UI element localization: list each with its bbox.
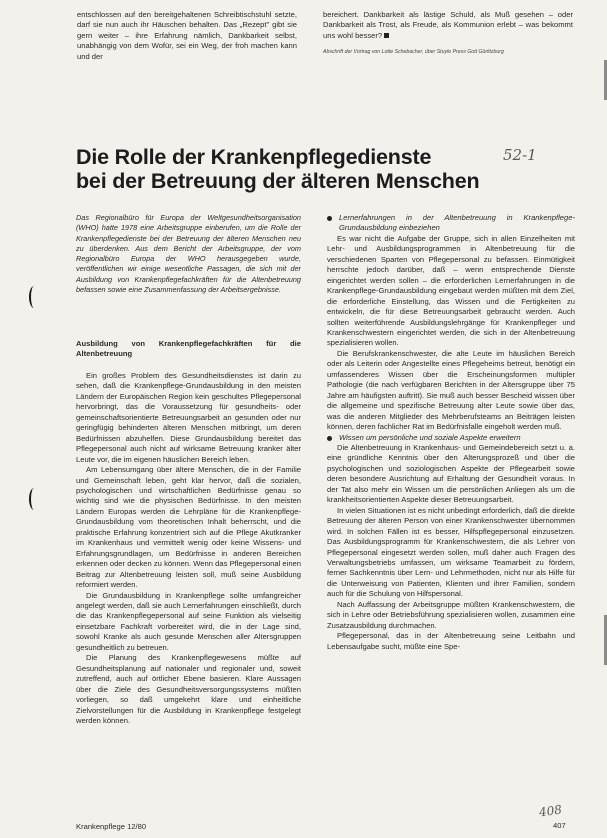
section-subheading: Ausbildung von Krankenpflegefachkräften für die Altenbetreuung: [76, 339, 301, 358]
bullet-heading-1: Lernerfahrungen in der Altenbetreuung in Krankenpflege-Grundausbildung einbeziehen: [327, 213, 575, 234]
title-line-1: Die Rolle der Krankenpflegedienste: [76, 145, 432, 169]
bullet-icon: [327, 436, 332, 441]
top-left-text: [77, 10, 297, 62]
right-paragraph: Pflegepersonal, das in der Altenbetreuung seine Leitbahn und Lebensaufgabe sucht, müßte eine Spe-: [327, 631, 575, 651]
top-right-text: [323, 10, 573, 56]
top-left-paragraph: entschlossen auf den bereitgehaltenen Schreibtischstuhl setzte, darf sie nun auch ihr Häuschen behalten. Das „Rezept" gibt sie gern weiter – ihre Erfahrung nämlich, Dankbarkeit selbst, unabhängig von dem Wofür, sei ein Weg, der froh machen kann und der: [77, 10, 297, 61]
handwritten-note-bottom: 408: [538, 802, 563, 820]
left-column: [76, 339, 301, 726]
page-number: 407: [553, 821, 566, 830]
right-paragraph: Die Berufskrankenschwester, die alte Leute im häuslichen Bereich oder als Leiterin oder Angestellte eines Pflegeheims betreut, benötigt ein umfassenderes Wissen über die Erscheinungsformen multipler Pathologie (die nach verfügbaren Berichten in der Altersgruppe über 75 Jahre am häufigsten auftritt). Sie muß auch besser Bescheid wissen über die allgemeine und spezifische Betreuung alter Leute sowie über das, was die anderen Mitglieder des Mehrberufsteams an Beiträgen leisten können, deren fachlicher Rat im Bedürfnisfalle eingeholt werden muß.: [327, 348, 575, 432]
end-square-icon: [384, 33, 389, 38]
left-paragraph: Die Planung des Krankenpflegewesens müßte auf Gesundheitsplanung auf nationaler und regionaler und, soweit zutreffend, auch auf örtlicher Ebene basieren. Klare Aussagen über die Ziele des Gesundheitsversorgungssystems müßten vorliegen, so daß umgekehrt klare und einheitliche Zielvorstellungen für die Ausbildung in Krankenpflege festgelegt werden können.: [76, 653, 301, 725]
article-title: [76, 145, 496, 193]
title-line-2: bei der Betreuung der älteren Menschen: [76, 169, 480, 193]
right-paragraph: Es war nicht die Aufgabe der Gruppe, sich in allen Einzelheiten mit Lehr- und Ausbildungsprogrammen in Altenbetreuung für die verschiedenen Sparten von Pflegepersonal zu befassen. Einmütigkeit herrschte jedoch darüber, daß – wenn entsprechende Dienste eingerichtet werden sollen – die erforderlichen Lernerfahrungen in die Krankenpflege-Grundausbildung eingebaut werden müßten mit dem Ziel, die erforderliche Einstellung, das Wissen und die Fertigkeiten zu entwickeln, die für diese Betreuungsarbeit gebraucht werden. Auch sollten weiterführende Ausbildungslehrgänge für Krankenpfleger und Krankenschwestern eingerichtet werden, die sich in der Altenbetreuung spezialisieren wollen.: [327, 233, 575, 348]
footer-journal: Krankenpflege 12/80: [76, 822, 147, 831]
left-paragraph: Am Lebensumgang über ältere Menschen, die in der Familie und Gemeinschaft leben, geht klar hervor, daß die sozialen, psychologischen und wirtschaftlichen Bedürfnisse genau so wichtig sind wie die physischen Bedürfnisse. In den meisten Ländern Europas werden die Lehrpläne für die Krankenpflege-Grundausbildung vom theoretischen Inhalt beherrscht, und die praktische Erfahrung konzentriert sich auf die Pflege Akutkranker im Krankenhaus und vermittelt wenig oder keine Wissens- und Erfahrungsgrundlagen, um Bedürfnisse in anderen Bereichen erkennen oder decken zu können. Wenn das Pflegepersonal einen Beitrag zur Altenbetreuung leisten soll, muß seine Ausbildung reformiert werden.: [76, 465, 301, 590]
handwritten-note-top: 52-1: [503, 146, 537, 164]
right-paragraph: In vielen Situationen ist es nicht unbedingt erforderlich, daß die direkte Betreuung der älteren Person von einer Krankenschwester übernommen wird. In solchen Fällen ist es besser, Hilfspflegepersonal einzusetzen. Das Ausbildungsprogramm für Krankenschwestern, die als Lehrer von Pflegepersonal eingesetzt werden sollen, muß daher auch Fragen des Verwaltungsbetriebs umfassen, um wirksame Teamarbeit zu fördern, ferner Sachkenntnis über Lern- und Lehrmethoden, nicht nur als Hilfe für die Unterweisung von Patienten, Klienten und ihrer Familien, sondern auch für die Schulung von Hilfspersonal.: [327, 505, 575, 599]
left-paragraph: Ein großes Problem des Gesundheitsdienstes ist darin zu sehen, daß die Krankenpflege-Grundausbildung in den meisten Ländern der Europäischen Region kein geschultes Pflegepersonal hervorbringt, das die Voraussetzung für gesundheits- oder gemeinschaftsorientierte Betreuungsarbeit an gesunden oder nur geringfügig behinderten älteren Menschen mitbringt, um deren Bedürfnissen abzuhelfen. Diese Grundausbildung bereitet das Pflegepersonal auch nicht auf wirksame Betreuung kranker älter Leute vor, die im eigenen häuslichen Bereich leben.: [76, 371, 301, 464]
right-paragraph: Nach Auffassung der Arbeitsgruppe müßten Krankenschwestern, die sich in Lehre oder Betriebsführung spezialisieren wollen, zusammen eine Zusatzausbildung durchmachen.: [327, 599, 575, 630]
top-right-paragraph: bereichert. Dankbarkeit als lästige Schuld, als Muß gesehen – oder Dankbarkeit als Trost, als Freude, als Kommunion erlebt – was bekommt uns wohl besser?: [323, 10, 573, 40]
right-column: [327, 213, 575, 652]
punch-hole-mark: [29, 488, 39, 510]
left-paragraph: Die Grundausbildung in Krankenpflege sollte umfangreicher angelegt werden, daß sie auch Lernerfahrungen einschließt, durch die das Krankenpflegepersonal auf seine Funktion als vielseitig einsetzbare Fachkraft vorbereitet wird, die in der Lage sind, sowohl Kranke als auch gesunde Menschen aller Altersgruppen gesundheitlich zu betreuen.: [76, 590, 301, 652]
punch-hole-mark: [29, 286, 39, 308]
bullet-icon: [327, 216, 332, 221]
right-paragraph: Die Altenbetreuung in Krankenhaus- und Gemeindebereich setzt u. a. eine gründliche Kenntnis über den Alterungsprozeß und über die psychologischen und soziologischen Aspekte der Pflegearbeit sowie deren besondere Ausrichtung auf Erhaltung der Gesundheit voraus. In der Tat also mehr ein Wissen um die persönlichen Anliegen als um die krankheitsorientierten Aspekte dieser Betreuungsarbeit.: [327, 442, 575, 505]
intro-paragraph: Das Regionalbüro für Europa der Weltgesundheitsorganisation (WHO) hatte 1978 eine Arbeitsgruppe einberufen, um die Rolle der Krankenpflegedienste bei der Betreuung der älteren Menschen neu zu überdenken. Aus dem Bericht der Arbeitsgruppe, der vom Regionalbüro Europa der WHO herausgegeben wurde, veröffentlichen wir einige wesentliche Passagen, die sich mit der Ausbildung von Krankenpflegefachkräften für die Altenbetreuung befassen sowie eine Zusammenfassung der Arbeitsergebnisse.: [76, 213, 301, 295]
bullet-heading-2: Wissen um persönliche und soziale Aspekte erweitern: [327, 433, 575, 443]
source-credit: Abschrift der Vortrag von Lotte Schebacher, über Stuyle Press Gott Görlitzburg: [323, 49, 504, 56]
